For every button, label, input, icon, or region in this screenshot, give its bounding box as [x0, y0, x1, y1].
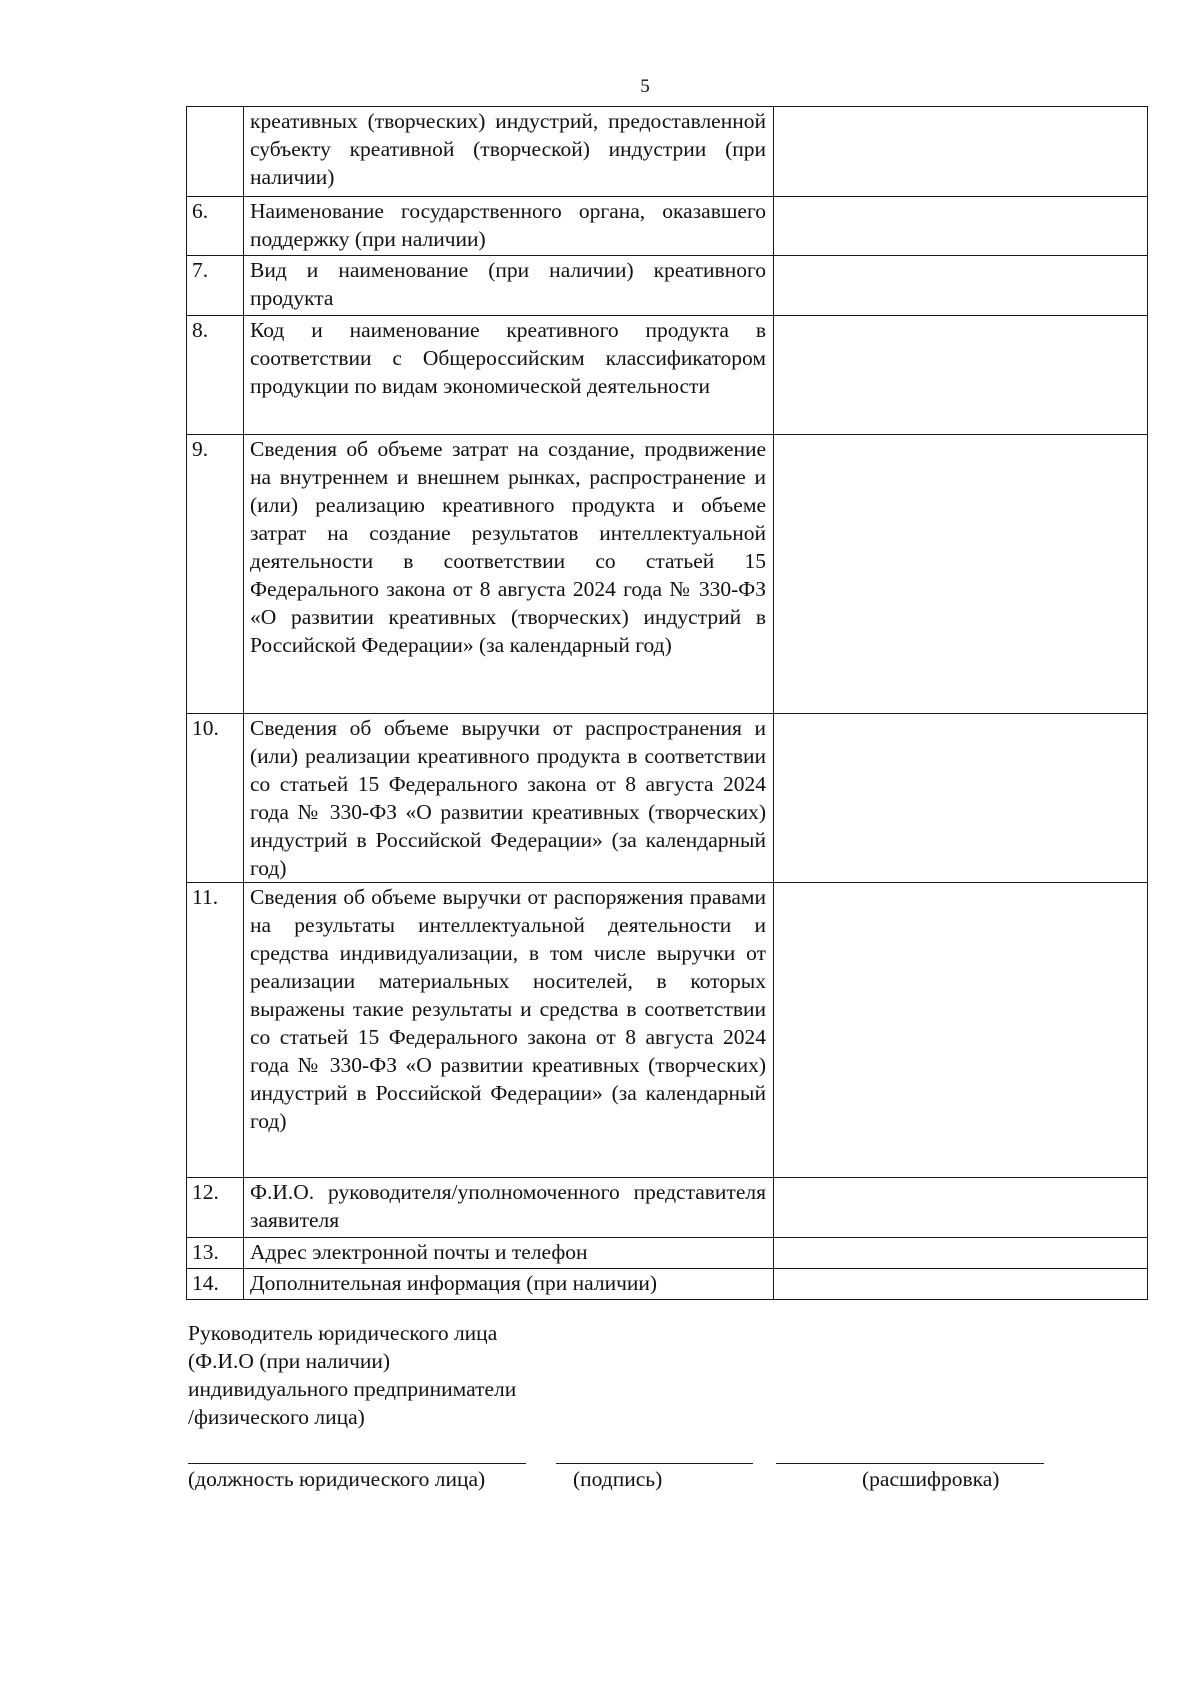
row-value-field[interactable]: [774, 883, 1148, 1178]
row-number: 12.: [187, 1178, 244, 1238]
row-value-field[interactable]: [774, 256, 1148, 316]
row-number: 10.: [187, 714, 244, 883]
table-row: [187, 883, 1148, 1178]
table-row: [187, 1238, 1148, 1269]
row-number: 11.: [187, 883, 244, 1178]
table-row: [187, 1178, 1148, 1238]
page-number: 5: [640, 76, 650, 97]
application-form-table: [186, 106, 1148, 1300]
row-value-field[interactable]: [774, 107, 1148, 197]
table-row: [187, 256, 1148, 316]
table-row: [187, 435, 1148, 714]
row-description: Адрес электронной почты и телефон: [244, 1238, 774, 1269]
row-description: Сведения об объеме затрат на создание, продвижение на внутреннем и внешнем рынках, распространение и (или) реализацию креативного продукта и объеме затрат на создание результатов интеллектуальной деятельности в соответствии со статьей 15 Федерального закона от 8 августа 2024 года № 330-ФЗ «О развитии креативных (творческих) индустрий в Российской Федерации» (за календарный год): [244, 435, 774, 714]
row-description: Наименование государственного органа, оказавшего поддержку (при наличии): [244, 197, 774, 256]
row-value-field[interactable]: [774, 316, 1148, 435]
signature-caption: (подпись): [573, 1467, 663, 1491]
row-value-field[interactable]: [774, 1178, 1148, 1238]
signatory-label-line: /физического лица): [188, 1405, 365, 1429]
table-row: [187, 197, 1148, 256]
row-description: Дополнительная информация (при наличии): [244, 1269, 774, 1300]
decoding-caption: (расшифровка): [862, 1467, 1000, 1491]
decoding-signature-line[interactable]: [776, 1463, 1044, 1464]
signatory-block: [188, 1319, 516, 1431]
position-caption: (должность юридического лица): [188, 1467, 486, 1491]
signatory-label-line: Руководитель юридического лица: [188, 1321, 498, 1345]
row-description: Сведения об объеме выручки от распространения и (или) реализации креативного продукта в соответствии со статьей 15 Федерального закона от 8 августа 2024 года № 330-ФЗ «О развитии креативных (творческих) индустрий в Российской Федерации» (за календарный год): [244, 714, 774, 883]
row-number: 14.: [187, 1269, 244, 1300]
row-value-field[interactable]: [774, 435, 1148, 714]
position-signature-line[interactable]: [188, 1463, 526, 1464]
signatory-label-line: индивидуального предприниматели: [188, 1377, 517, 1401]
table-row: [187, 107, 1148, 197]
signature-line[interactable]: [556, 1463, 753, 1464]
row-number: 6.: [187, 197, 244, 256]
table-row: [187, 1269, 1148, 1300]
row-description: креативных (творческих) индустрий, предоставленной субъекту креативной (творческой) индустрии (при наличии): [244, 107, 774, 197]
table-row: [187, 316, 1148, 435]
row-number: [187, 107, 244, 197]
row-number: 13.: [187, 1238, 244, 1269]
row-description: Сведения об объеме выручки от распоряжения правами на результаты интеллектуальной деятельности и средства индивидуализации, в том числе выручки от реализации материальных носителей, в которых выражены такие результаты и средства в соответствии со статьей 15 Федерального закона от 8 августа 2024 года № 330-ФЗ «О развитии креативных (творческих) индустрий в Российской Федерации» (за календарный год): [244, 883, 774, 1178]
row-number: 9.: [187, 435, 244, 714]
row-value-field[interactable]: [774, 714, 1148, 883]
signatory-label-line: (Ф.И.О (при наличии): [188, 1349, 391, 1373]
row-number: 7.: [187, 256, 244, 316]
row-description: Ф.И.О. руководителя/уполномоченного представителя заявителя: [244, 1178, 774, 1238]
row-number: 8.: [187, 316, 244, 435]
row-description: Код и наименование креативного продукта в соответствии с Общероссийским классификатором продукции по видам экономической деятельности: [244, 316, 774, 435]
row-description: Вид и наименование (при наличии) креативного продукта: [244, 256, 774, 316]
table-row: [187, 714, 1148, 883]
row-value-field[interactable]: [774, 197, 1148, 256]
row-value-field[interactable]: [774, 1238, 1148, 1269]
row-value-field[interactable]: [774, 1269, 1148, 1300]
